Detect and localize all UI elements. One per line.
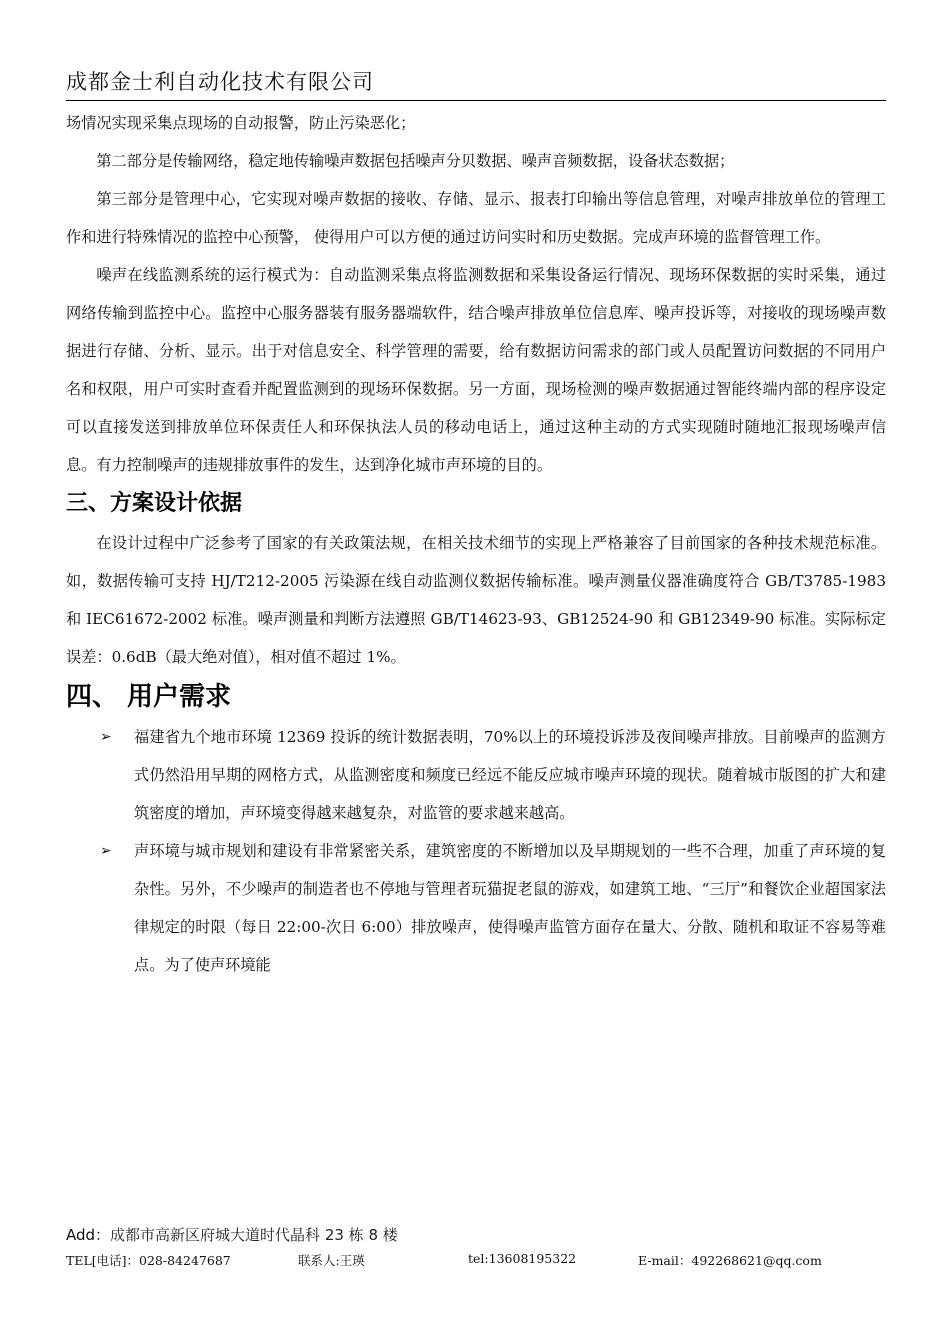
footer-contact-person: 联系人:王瑛 <box>298 1253 365 1268</box>
paragraph-transport-network: 第二部分是传输网络，稳定地传输噪声数据包括噪声分贝数据、噪声音频数据，设备状态数据； <box>96 152 735 170</box>
paragraph-design-basis: 在设计过程中广泛参考了国家的有关政策法规，在相关技术细节的实现上严格兼容了目前国家的各种技术规范标准。如，数据传输可支持 HJ/T212-2005 污染源在线自动监测仪数据传输标准。噪声测量仪器准确度符合 GB/T3785-1983 和 IEC61672-2002 标准。噪声测量和判断方法遵照 GB/T14623-93、GB12524-90 和 GB12349-90 标准。实际标定误差：0.6dB（最大绝对值），相对值不超过 1%。 <box>66 534 886 666</box>
address-text: 成都市高新区府城大道时代晶科 23 栋 8 楼 <box>110 1226 398 1244</box>
arrow-bullet-icon: ➢ <box>100 843 112 859</box>
address-label: Add： <box>66 1226 111 1244</box>
paragraph-management-center: 第三部分是管理中心，它实现对噪声数据的接收、存储、显示、报表打印输出等信息管理，对噪声排放单位的管理工作和进行特殊情况的监控中心预警， 使得用户可以方便的通过访问实时和历史数据。完成声环境的监督管理工作。 <box>66 190 886 246</box>
list-item-text: 福建省九个地市环境 12369 投诉的统计数据表明，70%以上的环境投诉涉及夜间噪声排放。目前噪声的监测方式仍然沿用早期的网格方式，从监测密度和频度已经远不能反应城市噪声环境的现状。随着城市版图的扩大和建筑密度的增加，声环境变得越来越复杂，对监管的要求越来越高。 <box>134 728 886 822</box>
footer-contact-row <box>66 1251 886 1273</box>
list-item <box>66 832 886 984</box>
footer-address <box>66 1224 886 1245</box>
paragraph-continuation: 场情况实现采集点现场的自动报警，防止污染恶化； <box>66 114 416 132</box>
company-name: 成都金士利自动化技术有限公司 <box>66 70 374 94</box>
list-item-text: 声环境与城市规划和建设有非常紧密关系，建筑密度的不断增加以及早期规划的一些不合理，加重了声环境的复杂性。另外，不少噪声的制造者也不停地与管理者玩猫捉老鼠的游戏，如建筑工地、“三厅”和餐饮企业超国家法律规定的时限（每日 22:00-次日 6:00）排放噪声，使得噪声监管方面存在量大、分散、随机和取证不容易等难点。为了使声环境能 <box>134 842 886 974</box>
footer-email: E-mail：492268621@qq.com <box>638 1253 822 1268</box>
footer-mobile: tel:13608195322 <box>468 1251 577 1266</box>
paragraph-operation-mode: 噪声在线监测系统的运行模式为：自动监测采集点将监测数据和采集设备运行情况、现场环保数据的实时采集，通过网络传输到监控中心。监控中心服务器装有服务器端软件，结合噪声排放单位信息库、噪声投诉等，对接收的现场噪声数据进行存储、分析、显示。出于对信息安全、科学管理的需要，给有数据访问需求的部门或人员配置访问数据的不同用户名和权限，用户可实时查看并配置监测到的现场环保数据。另一方面，现场检测的噪声数据通过智能终端内部的程序设定可以直接发送到排放单位环保责任人和环保执法人员的移动电话上，通过这种主动的方式实现随时随地汇报现场噪声信息。有力控制噪声的违规排放事件的发生，达到净化城市声环境的目的。 <box>66 266 886 474</box>
section-heading-design-basis: 三、方案设计依据 <box>66 491 243 516</box>
footer-phone: TEL[电话]：028-84247687 <box>66 1253 231 1268</box>
section-heading-user-requirements: 四、 用户需求 <box>66 682 232 712</box>
page-header <box>66 66 886 101</box>
list-item <box>66 718 886 832</box>
document-body <box>66 104 886 984</box>
arrow-bullet-icon: ➢ <box>100 729 112 745</box>
page-footer <box>66 1224 886 1273</box>
requirements-list <box>66 718 886 984</box>
